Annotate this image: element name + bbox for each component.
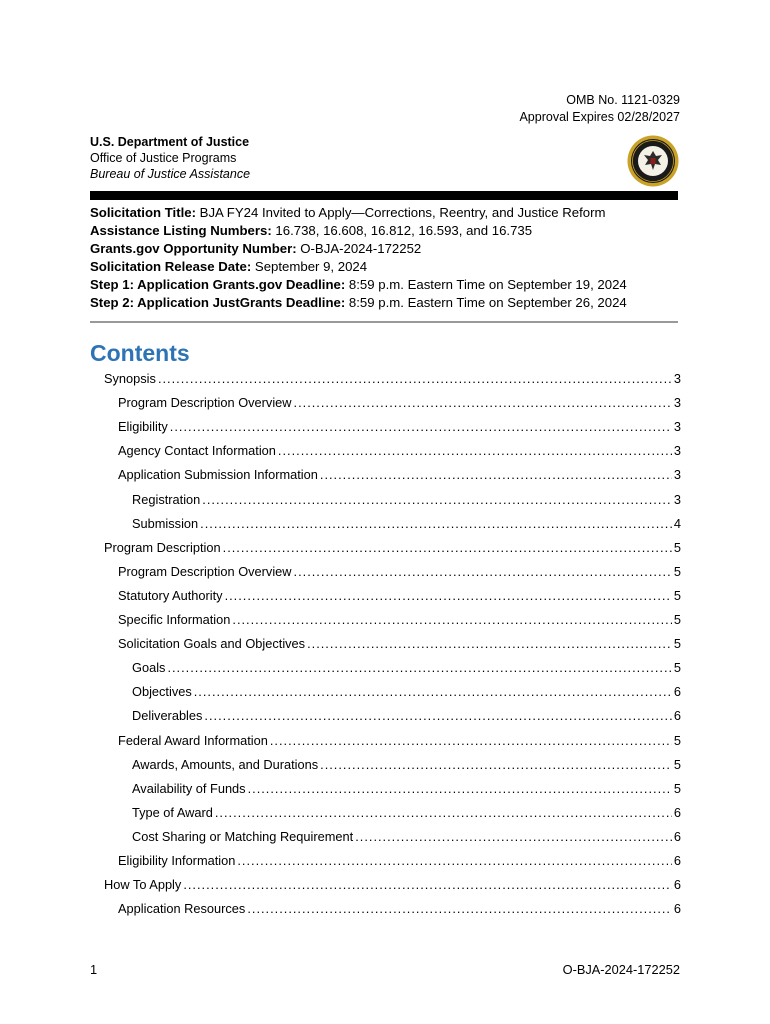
toc-leader-dots <box>204 706 671 726</box>
toc-entry-label: Federal Award Information <box>118 732 268 748</box>
toc-entry-label: Application Submission Information <box>118 467 318 483</box>
toc-leader-dots <box>223 538 672 558</box>
toc-entry-page: 6 <box>673 708 681 724</box>
toc-entry-page: 3 <box>673 395 681 411</box>
department-name: U.S. Department of Justice <box>90 135 250 149</box>
bureau-name: Bureau of Justice Assistance <box>90 167 251 181</box>
toc-entry[interactable] <box>118 465 681 485</box>
toc-leader-dots <box>200 514 672 534</box>
toc-entry[interactable] <box>118 731 681 751</box>
toc-leader-dots <box>170 417 672 437</box>
toc-entry[interactable] <box>118 610 681 630</box>
opportunity-number-line <box>90 240 627 258</box>
toc-entry-page: 5 <box>673 756 681 772</box>
office-name: Office of Justice Programs <box>90 151 237 165</box>
toc-entry-page: 5 <box>673 732 681 748</box>
toc-entry[interactable] <box>104 538 681 558</box>
toc-entry[interactable] <box>118 586 681 606</box>
toc-entry-label: Goals <box>132 660 166 676</box>
toc-entry-label: Eligibility Information <box>118 853 236 868</box>
toc-leader-dots <box>167 658 671 678</box>
toc-entry[interactable] <box>118 562 681 582</box>
toc-entry[interactable] <box>118 899 681 919</box>
toc-entry-page: 4 <box>673 515 681 531</box>
toc-entry[interactable] <box>132 827 681 847</box>
solicitation-title-line <box>90 204 627 222</box>
solicitation-info <box>90 204 627 312</box>
toc-entry-page: 3 <box>673 371 681 386</box>
step2-deadline-value: 8:59 p.m. Eastern Time on September 26, 2024 <box>348 295 627 310</box>
toc-entry[interactable] <box>132 803 681 823</box>
approval-expires: Approval Expires 02/28/2027 <box>519 110 680 124</box>
step1-deadline-value: 8:59 p.m. Eastern Time on September 19, 2024 <box>348 277 627 292</box>
agency-block <box>90 134 250 182</box>
toc-leader-dots <box>225 586 672 606</box>
toc-entry-page: 3 <box>673 443 681 459</box>
opportunity-number-value: O-BJA-2024-172252 <box>300 241 422 256</box>
page-number: 1 <box>90 962 98 977</box>
toc-entry[interactable] <box>118 393 681 413</box>
toc-entry[interactable] <box>132 755 681 775</box>
toc-entry[interactable] <box>118 634 681 654</box>
toc-leader-dots <box>158 369 672 389</box>
toc-entry-page: 6 <box>673 877 681 893</box>
document-id: O-BJA-2024-172252 <box>562 962 680 977</box>
omb-block <box>519 92 680 126</box>
toc-entry-page: 6 <box>673 804 681 820</box>
toc-entry-label: Eligibility <box>118 419 168 435</box>
toc-entry-page: 5 <box>673 780 681 796</box>
toc-entry-page: 5 <box>673 636 681 652</box>
toc-entry-label: Awards, Amounts, and Durations <box>132 756 319 772</box>
toc-entry-page: 3 <box>673 491 681 507</box>
doj-seal-icon <box>627 135 679 187</box>
toc-entry-label: Type of Award <box>132 804 213 820</box>
toc-entry[interactable] <box>118 851 681 871</box>
contents-heading: Contents <box>90 340 190 366</box>
toc-entry-page: 5 <box>673 587 681 603</box>
header-rule <box>90 191 678 200</box>
section-rule <box>90 321 678 323</box>
toc-entry[interactable] <box>132 514 681 534</box>
release-date-label: Solicitation Release Date: <box>90 259 252 274</box>
toc-entry[interactable] <box>132 706 681 726</box>
toc-entry-label: Solicitation Goals and Objectives <box>118 636 306 652</box>
step1-deadline-line <box>90 276 627 294</box>
assistance-listing-label: Assistance Listing Numbers: <box>90 223 272 238</box>
toc-leader-dots <box>355 827 672 847</box>
toc-entry-page: 3 <box>673 467 681 483</box>
toc-leader-dots <box>320 465 672 485</box>
toc-leader-dots <box>294 393 672 413</box>
toc-leader-dots <box>278 441 672 461</box>
toc-leader-dots <box>270 731 672 751</box>
toc-entry-page: 5 <box>673 660 681 676</box>
step1-deadline-label: Step 1: Application Grants.gov Deadline: <box>90 277 346 292</box>
toc-leader-dots <box>232 610 671 630</box>
toc-entry-label: Program Description Overview <box>118 563 292 579</box>
assistance-listing-value: 16.738, 16.608, 16.812, 16.593, and 16.735 <box>275 223 533 238</box>
toc-entry-label: Registration <box>132 491 201 507</box>
toc-entry-label: Statutory Authority <box>118 587 223 603</box>
toc-entry[interactable] <box>132 779 681 799</box>
toc-entry-page: 6 <box>673 901 681 917</box>
toc-leader-dots <box>237 851 672 871</box>
toc-entry-label: Synopsis <box>104 371 156 386</box>
step2-deadline-line <box>90 294 627 312</box>
toc-entry[interactable] <box>118 441 681 461</box>
toc-leader-dots <box>183 875 672 895</box>
solicitation-title-label: Solicitation Title: <box>90 205 196 220</box>
solicitation-title-value: BJA FY24 Invited to Apply—Corrections, Reentry, and Justice Reform <box>199 205 606 220</box>
toc-leader-dots <box>248 779 672 799</box>
toc-entry-label: Deliverables <box>132 708 203 724</box>
toc-entry-label: Submission <box>132 515 199 531</box>
toc-entry-page: 3 <box>673 419 681 435</box>
toc-entry[interactable] <box>132 658 681 678</box>
toc-entry-label: Specific Information <box>118 612 231 627</box>
toc-leader-dots <box>320 755 672 775</box>
toc-entry-page: 6 <box>673 828 681 844</box>
toc-leader-dots <box>307 634 672 654</box>
toc-entry-label: How To Apply <box>104 877 182 893</box>
toc-leader-dots <box>247 899 672 919</box>
release-date-line <box>90 258 627 276</box>
release-date-value: September 9, 2024 <box>254 259 368 274</box>
toc-entry-label: Objectives <box>132 684 192 700</box>
toc-entry[interactable] <box>104 875 681 895</box>
toc-leader-dots <box>215 803 672 823</box>
toc-entry-page: 5 <box>673 612 681 627</box>
step2-deadline-label: Step 2: Application JustGrants Deadline: <box>90 295 346 310</box>
toc-entry-label: Availability of Funds <box>132 780 246 796</box>
toc-entry[interactable] <box>132 682 681 702</box>
omb-number: OMB No. 1121-0329 <box>566 93 680 107</box>
toc-leader-dots <box>194 682 672 702</box>
toc-entry-page: 6 <box>673 684 681 700</box>
assistance-listing-line <box>90 222 627 240</box>
toc-entry-page: 6 <box>673 853 681 868</box>
toc-entry-label: Agency Contact Information <box>118 443 276 459</box>
toc-entry[interactable] <box>118 417 681 437</box>
toc-entry-label: Program Description <box>104 539 221 555</box>
toc-entry-page: 5 <box>673 563 681 579</box>
opportunity-number-label: Grants.gov Opportunity Number: <box>90 241 297 256</box>
toc-entry-page: 5 <box>673 539 681 555</box>
toc-entry[interactable] <box>104 369 681 389</box>
toc-entry-label: Application Resources <box>118 901 246 917</box>
toc-entry[interactable] <box>132 490 681 510</box>
toc-entry-label: Cost Sharing or Matching Requirement <box>132 828 354 844</box>
toc-entry-label: Program Description Overview <box>118 395 292 411</box>
toc-leader-dots <box>294 562 672 582</box>
toc-leader-dots <box>202 490 672 510</box>
